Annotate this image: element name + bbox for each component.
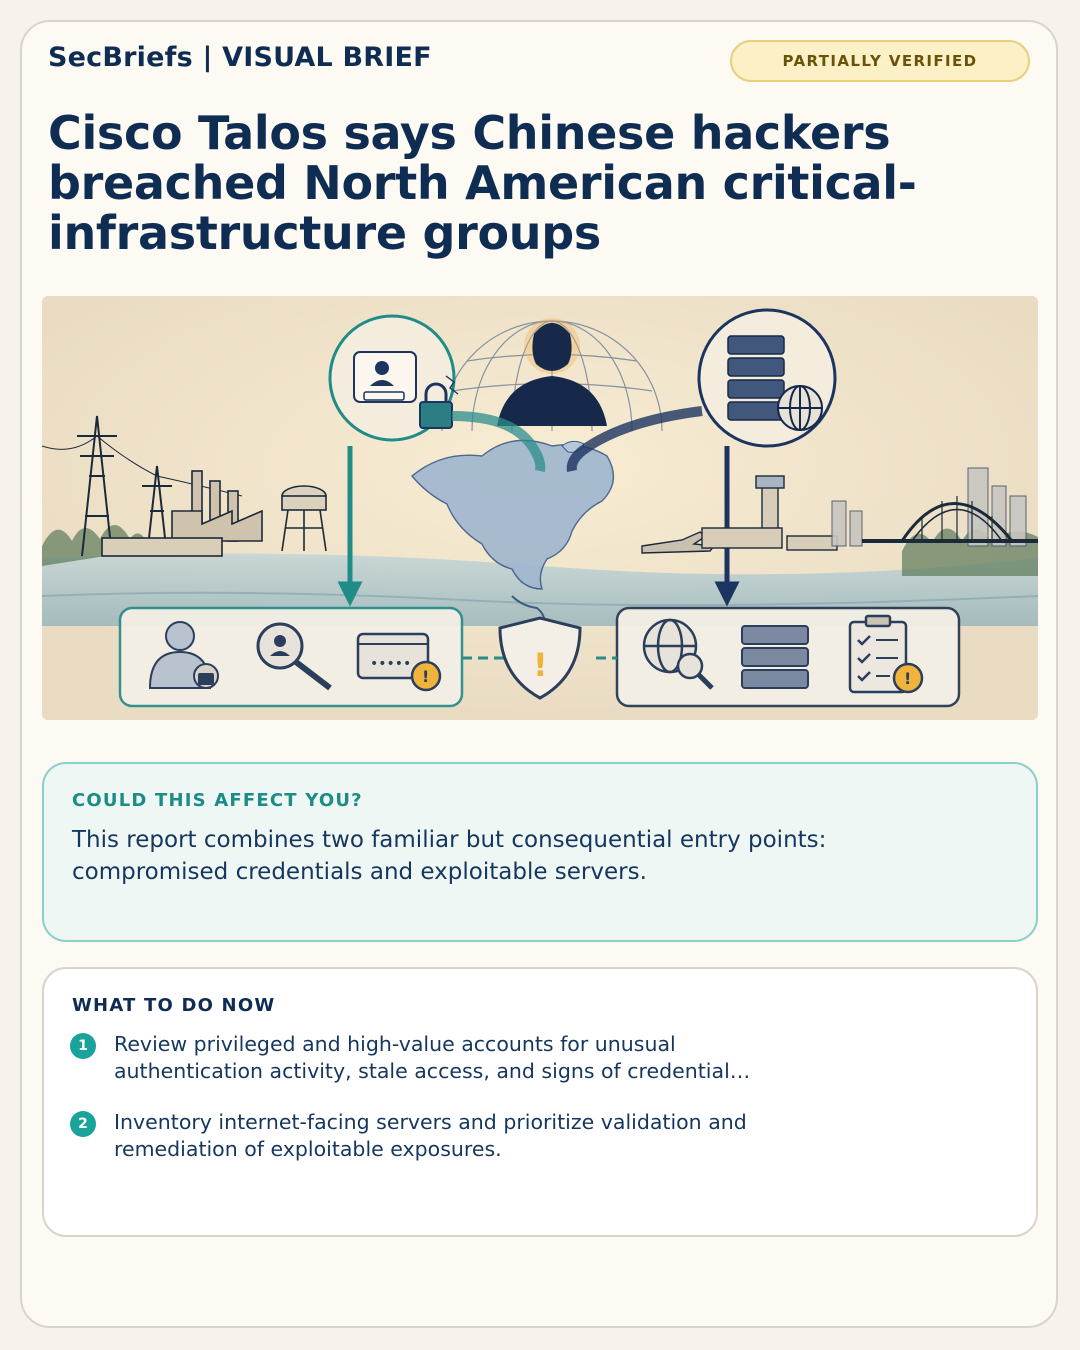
server-icon [742,626,808,688]
step-text: Review privileged and high-value accounts for unusual authentication activity, stale access, and signs of credential… [114,1032,751,1083]
headline: Cisco Talos says Chinese hackers breached North American critical-infrastructure groups [48,106,917,260]
step-number-badge: 2 [70,1111,96,1137]
hero-illustration [42,296,1038,720]
svg-text:!: ! [904,669,912,688]
todo-panel [42,967,1038,1237]
affect-panel [42,762,1038,942]
svg-text:•••••: ••••• [370,656,412,672]
todo-title: WHAT TO DO NOW [72,995,276,1016]
brand-title: SecBriefs | VISUAL BRIEF [48,42,432,73]
svg-text:!: ! [422,667,430,686]
server-compromise-icon [699,310,835,446]
svg-text:!: ! [533,646,548,684]
verification-badge: PARTIALLY VERIFIED [730,40,1030,82]
step-text: Inventory internet-facing servers and prioritize validation and remediation of exploitable exposures. [114,1110,747,1161]
step-number-badge: 1 [70,1033,96,1059]
globe-icon [778,386,822,430]
affect-title: COULD THIS AFFECT YOU? [72,790,363,811]
affect-body: This report combines two familiar but consequential entry points: compromised credentials and exploitable servers. [72,827,827,885]
